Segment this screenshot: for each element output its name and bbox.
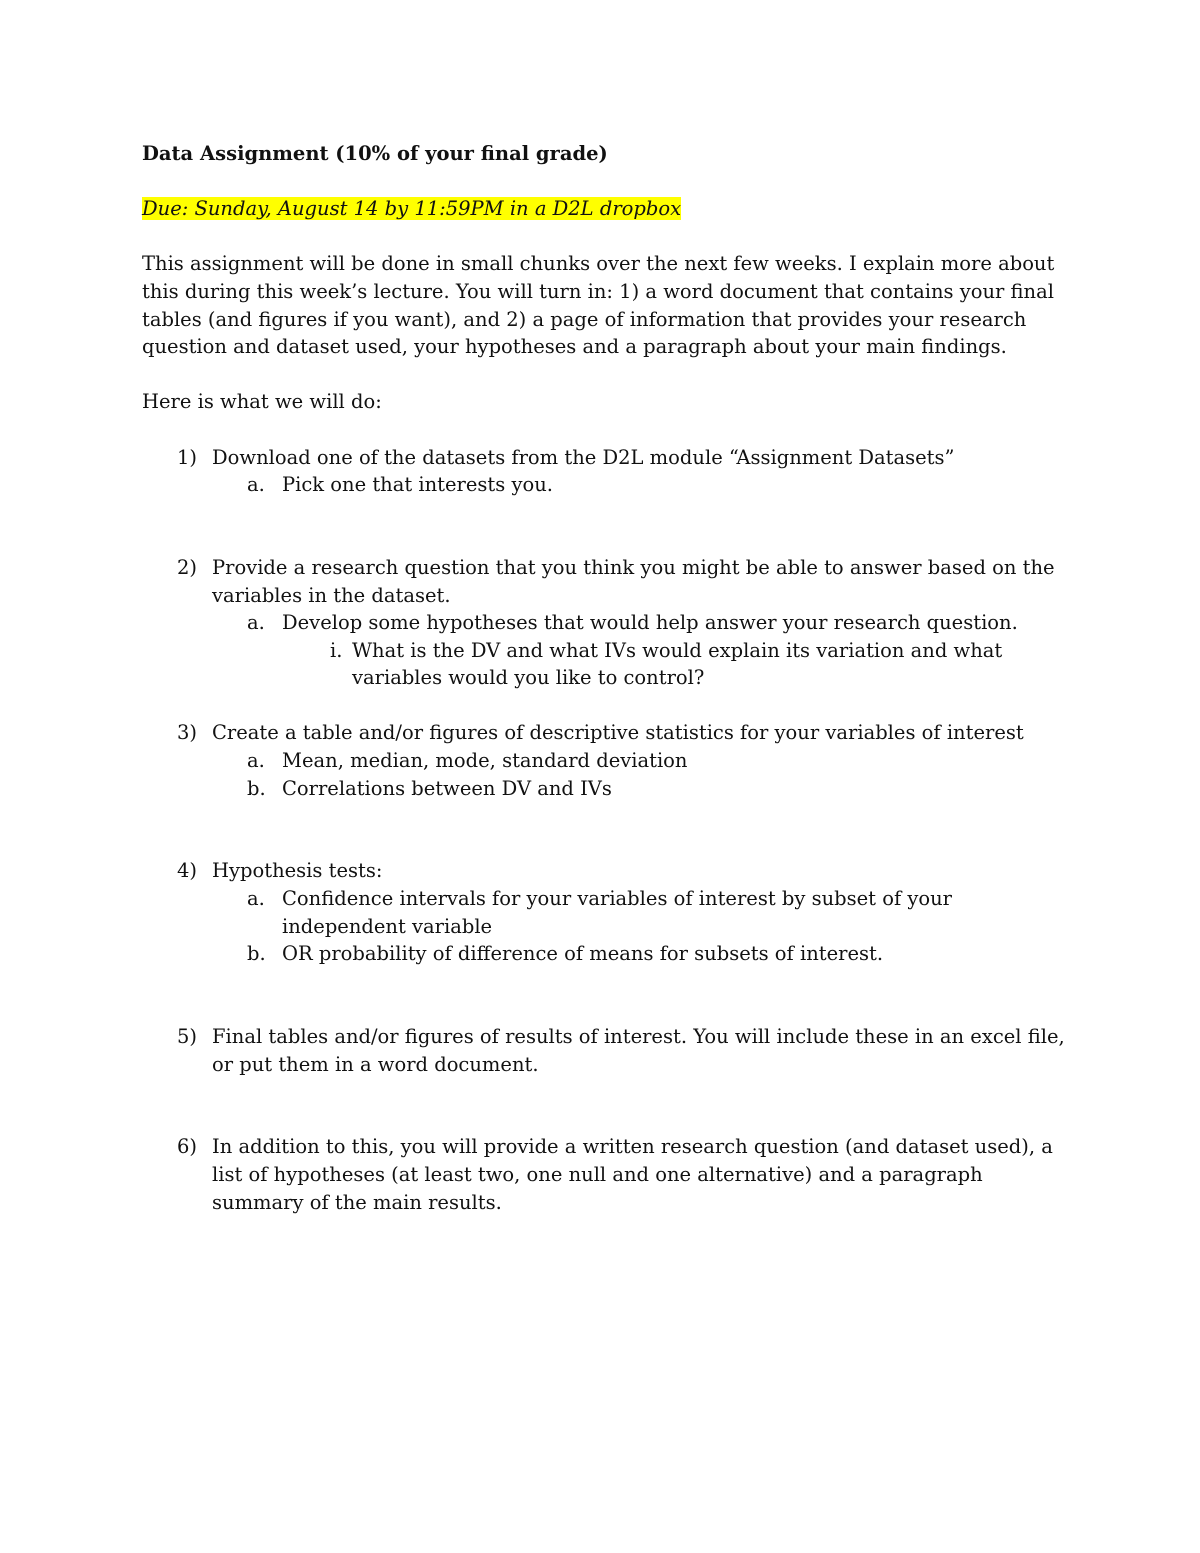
sub-text: OR probability of difference of means for subsets of interest. <box>282 942 884 966</box>
sub-text: Correlations between DV and IVs <box>282 776 612 800</box>
assignment-title: Data Assignment (10% of your final grade) <box>142 142 608 165</box>
sub-text: Pick one that interests you. <box>282 473 553 497</box>
step-number: 2) <box>177 555 198 579</box>
step-item-3 <box>142 719 1072 802</box>
step-number: 5) <box>177 1025 198 1048</box>
subsub-item <box>282 637 1072 692</box>
sub-text: Confidence intervals for your variables of interest by subset of your independent variable <box>282 887 952 938</box>
sub-item <box>212 471 1072 499</box>
step-number: 4) <box>177 859 198 883</box>
step-number: 3) <box>177 721 198 745</box>
sub-item <box>212 885 1072 940</box>
sub-number: a. <box>247 887 265 911</box>
document-body <box>142 140 1072 1216</box>
subsub-text: What is the DV and what IVs would explain its variation and what variables would you like to control? <box>352 638 1003 690</box>
sub-text: Mean, median, mode, standard deviation <box>282 749 688 773</box>
sub-number: a. <box>247 611 265 635</box>
step-item-4 <box>142 857 1072 967</box>
sub-list <box>212 747 1072 802</box>
sub-item <box>212 747 1072 775</box>
sub-text: Develop some hypotheses that would help answer your research question. <box>282 611 1018 635</box>
steps-lead: Here is what we will do: <box>142 390 382 414</box>
step-number: 6) <box>177 1135 198 1159</box>
sub-number: a. <box>247 473 265 497</box>
sub-list <box>212 885 1072 968</box>
step-item-6 <box>142 1133 1072 1216</box>
step-text: Provide a research question that you think you might be able to answer based on the variables in the dataset. <box>212 555 1055 607</box>
sub-item <box>212 609 1072 692</box>
subsub-number: i. <box>330 638 343 662</box>
sub-number: b. <box>247 942 266 966</box>
sub-item <box>212 775 1072 803</box>
step-text: Hypothesis tests: <box>212 859 383 883</box>
step-item-2 <box>142 554 1072 692</box>
steps-list <box>142 444 1072 1217</box>
subsub-list <box>282 637 1072 692</box>
sub-number: a. <box>247 749 265 773</box>
due-date-highlight: Due: Sunday, August 14 by 11:59PM in a D2L dropbox <box>142 197 682 221</box>
sub-list <box>212 609 1072 692</box>
sub-number: b. <box>247 776 266 800</box>
intro-paragraph: This assignment will be done in small chunks over the next few weeks. I explain more about this during this week’s lecture. You will turn in: 1) a word document that contains your final tables (and figures if you want), and 2) a page of information that provides your research question and dataset used, your hypotheses and a paragraph about your main findings. <box>142 252 1055 359</box>
sub-item <box>212 940 1072 968</box>
step-text: In addition to this, you will provide a written research question (and dataset used), a list of hypotheses (at least two, one null and one alternative) and a paragraph summary of the main results. <box>212 1135 1053 1214</box>
step-text: Create a table and/or figures of descriptive statistics for your variables of interest <box>212 721 1024 745</box>
step-number: 1) <box>177 445 198 469</box>
step-text: Final tables and/or figures of results of interest. You will include these in an excel file, or put them in a word document. <box>212 1025 1065 1076</box>
sub-list <box>212 471 1072 499</box>
step-text: Download one of the datasets from the D2L module “Assignment Datasets” <box>212 445 955 469</box>
due-date-line <box>142 195 1072 223</box>
step-item-1 <box>142 444 1072 499</box>
step-item-5 <box>142 1023 1072 1078</box>
